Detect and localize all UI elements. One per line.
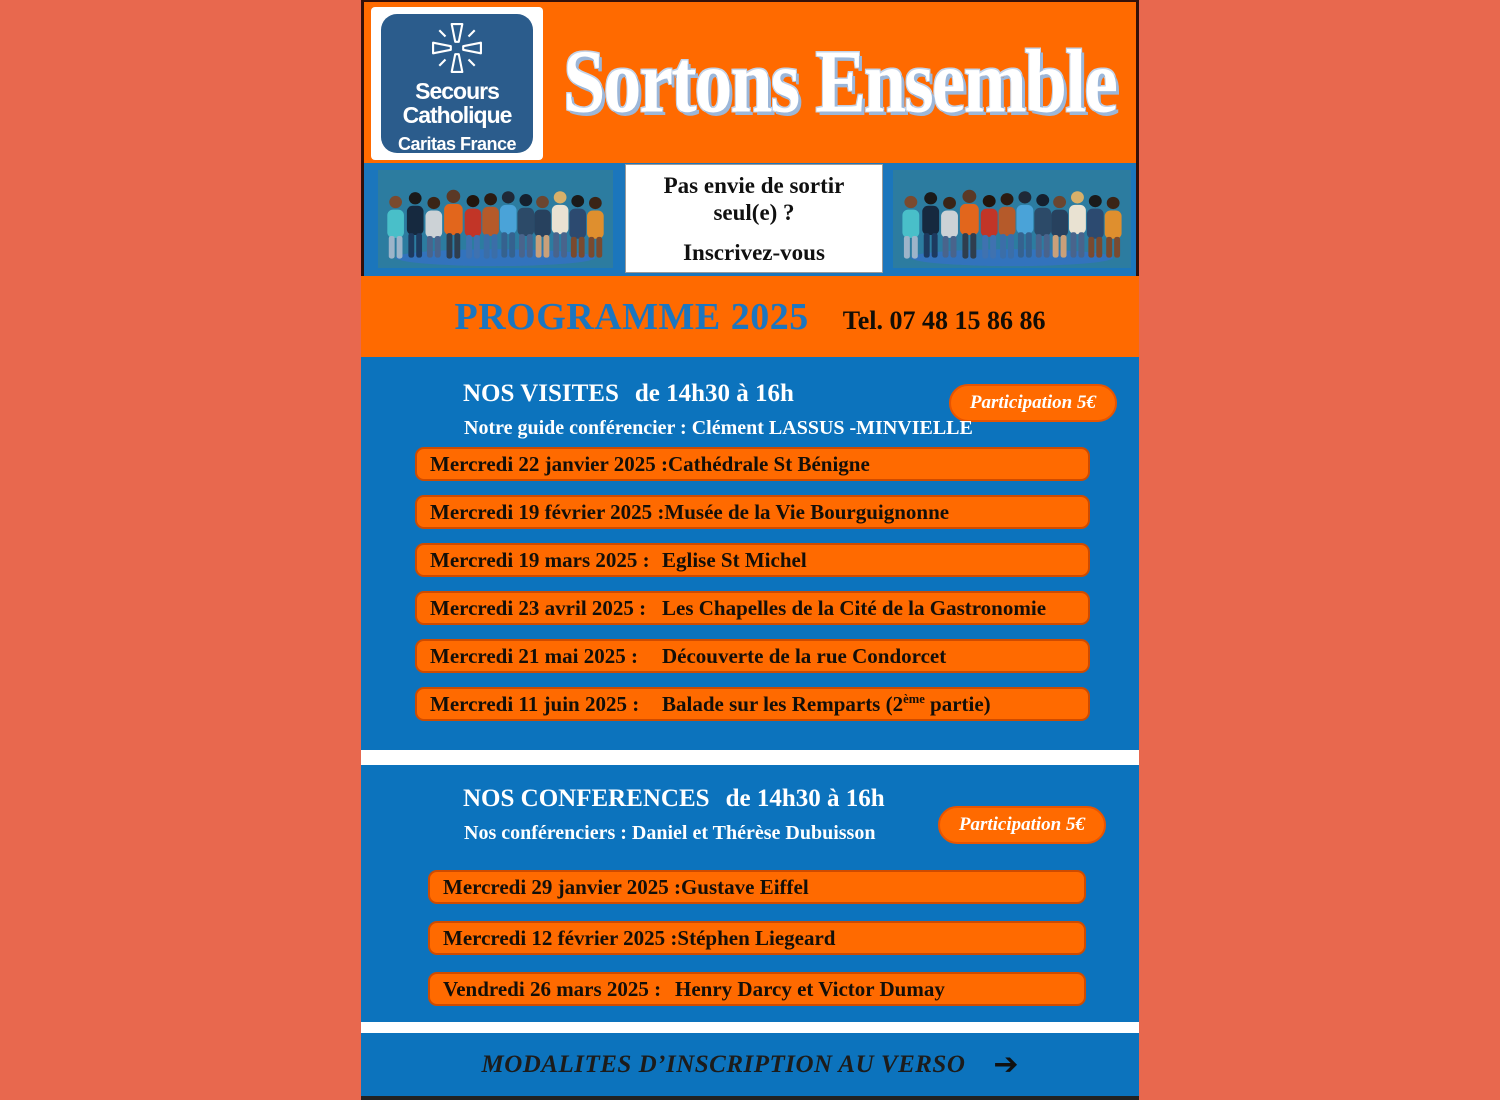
conference-row bbox=[428, 870, 1086, 904]
invite-line2: seul(e) ? bbox=[713, 199, 795, 225]
logo-text-line1: Secours bbox=[415, 78, 499, 104]
header-banner bbox=[361, 0, 1139, 163]
visit-date: Mercredi 21 mai 2025 : bbox=[430, 643, 639, 668]
arrow-right-icon: ➔ bbox=[993, 1047, 1019, 1082]
visit-event-sup: ème bbox=[903, 691, 925, 706]
conference-event: Henry Darcy et Victor Dumay bbox=[675, 976, 945, 1001]
visit-event: Musée de la Vie Bourguignonne bbox=[664, 499, 950, 524]
visit-row bbox=[415, 687, 1090, 721]
visit-row bbox=[415, 591, 1090, 625]
conference-event: Gustave Eiffel bbox=[680, 874, 809, 899]
section-divider bbox=[361, 1022, 1139, 1033]
visit-event: Découverte de la rue Condorcet bbox=[662, 643, 947, 668]
visit-row bbox=[415, 543, 1090, 577]
visit-row bbox=[415, 639, 1090, 673]
conference-date: Mercredi 12 février 2025 : bbox=[443, 925, 678, 950]
programme-strip bbox=[361, 276, 1139, 357]
visit-event-post: partie) bbox=[924, 691, 991, 716]
visites-time: de 14h30 à 16h bbox=[634, 380, 794, 407]
photo-band bbox=[361, 163, 1139, 276]
bottom-black-bar bbox=[361, 1096, 1139, 1100]
page-title: Sortons Ensemble bbox=[563, 32, 1116, 132]
visites-heading: NOS VISITES bbox=[463, 380, 619, 407]
visit-row bbox=[415, 495, 1090, 529]
visit-event: Les Chapelles de la Cité de la Gastronomie bbox=[662, 595, 1047, 620]
visites-participation-badge: Participation 5€ bbox=[949, 384, 1117, 422]
invite-cta: Inscrivez-vous bbox=[683, 239, 825, 265]
conferences-participation-badge: Participation 5€ bbox=[938, 806, 1106, 844]
conferences-list bbox=[428, 870, 1086, 1023]
visit-date: Mercredi 19 février 2025 : bbox=[430, 499, 665, 524]
visit-date: Mercredi 11 juin 2025 : bbox=[430, 691, 640, 716]
conference-row bbox=[428, 972, 1086, 1006]
visit-event: Eglise St Michel bbox=[662, 547, 807, 572]
logo-text-line2: Catholique bbox=[402, 102, 512, 128]
conferences-time: de 14h30 à 16h bbox=[725, 785, 885, 812]
visit-date: Mercredi 23 avril 2025 : bbox=[430, 595, 647, 620]
visit-event bbox=[662, 692, 991, 717]
conferences-title bbox=[463, 785, 885, 813]
visit-row bbox=[415, 447, 1090, 481]
invite-line1: Pas envie de sortir bbox=[663, 172, 845, 198]
phone-number: Tel. 07 48 15 86 86 bbox=[842, 305, 1046, 335]
crowd-illustration-left bbox=[378, 170, 613, 268]
section-conferences bbox=[361, 765, 1139, 1022]
conference-date: Vendredi 26 mars 2025 : bbox=[443, 976, 662, 1001]
visit-event: Cathédrale St Bénigne bbox=[667, 451, 870, 476]
invite-box bbox=[625, 164, 883, 273]
logo-inner-panel bbox=[381, 14, 533, 153]
visites-list bbox=[415, 447, 1090, 735]
visit-date: Mercredi 19 mars 2025 : bbox=[430, 547, 650, 572]
flyer bbox=[361, 0, 1139, 1100]
conference-date: Mercredi 29 janvier 2025 : bbox=[443, 874, 681, 899]
visit-date: Mercredi 22 janvier 2025 : bbox=[430, 451, 668, 476]
logo-text-line3: Caritas France bbox=[397, 134, 517, 154]
footer-strip bbox=[361, 1033, 1139, 1096]
programme-title: PROGRAMME 2025 bbox=[454, 295, 809, 338]
conference-row bbox=[428, 921, 1086, 955]
conferences-heading: NOS CONFERENCES bbox=[463, 785, 710, 812]
section-divider bbox=[361, 750, 1139, 765]
visites-title bbox=[463, 380, 794, 408]
conferences-subtitle: Nos conférenciers : Daniel et Thérèse Dubuisson bbox=[464, 822, 876, 844]
caritas-cross-icon bbox=[425, 17, 489, 79]
visites-subtitle: Notre guide conférencier : Clément LASSUS -MINVIELLE bbox=[464, 417, 973, 439]
section-visites bbox=[361, 357, 1139, 750]
visit-event-pre: Balade sur les Remparts (2 bbox=[662, 691, 904, 716]
crowd-illustration-right bbox=[893, 170, 1131, 268]
conference-event: Stéphen Liegeard bbox=[677, 925, 836, 950]
footer-text: MODALITES D’INSCRIPTION AU VERSO bbox=[481, 1050, 966, 1078]
secours-catholique-logo bbox=[371, 7, 543, 160]
